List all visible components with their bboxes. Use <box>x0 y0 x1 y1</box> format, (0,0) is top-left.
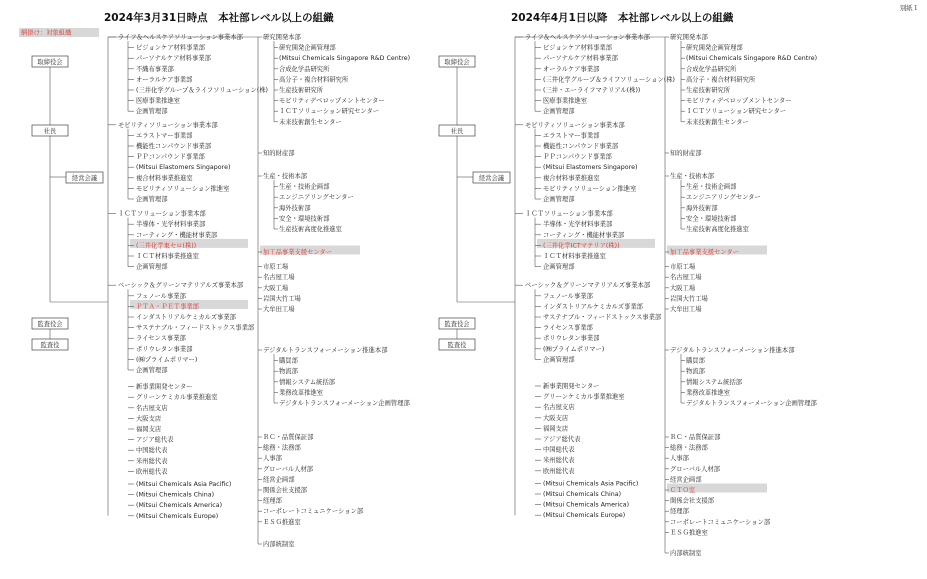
division-label: デジタルトランスフォーメーション推進本部 <box>263 347 388 354</box>
department-label: 企画管理部 <box>136 367 168 374</box>
department-label: 企画管理部 <box>543 108 575 116</box>
division-label: 名古屋工場 <box>670 274 702 282</box>
department-label: 物流部 <box>686 368 705 376</box>
department-label: ライセンス事業部 <box>543 324 593 332</box>
department-label: アジア総代表 <box>543 436 581 443</box>
department-label: 欧州総代表 <box>136 468 168 476</box>
division-label: ＲＣ・品質保証部 <box>670 434 721 441</box>
department-label: 研究開発企画管理部 <box>279 44 336 52</box>
department-label: 生産技術研究所 <box>686 87 731 94</box>
department-label: アジア総代表 <box>136 436 174 444</box>
department-label: 半導体・光学材料事業部 <box>136 221 206 229</box>
department-label: コーティング・機能材事業部 <box>543 231 625 239</box>
department-label: 新事業開発センター <box>543 383 600 390</box>
department-label: ビジョンケア材料事業部 <box>136 44 206 52</box>
left-auditor-label: 監査役 <box>40 341 60 349</box>
department-label: ビジョンケア材料事業部 <box>543 44 613 52</box>
department-label: エラストマー事業部 <box>136 132 193 140</box>
legend-text: 網掛け：対象組織 <box>21 29 72 37</box>
department-label: 大阪支店 <box>543 414 569 422</box>
department-label: 企画管理部 <box>543 356 575 364</box>
department-label: インダストリアルケミカルズ事業部 <box>543 303 643 311</box>
department-label: 名古屋支店 <box>136 404 168 412</box>
department-label: 生産・技術企画部 <box>686 183 737 191</box>
department-label: 企画管理部 <box>136 196 168 203</box>
division-label: 生産・技術本部 <box>670 173 715 180</box>
department-label: エンジニアリングセンター <box>279 194 354 202</box>
department-label: 名古屋支店 <box>543 404 575 412</box>
department-label: 業務改革推進室 <box>686 389 731 397</box>
department-label: サステナブル・フィードストックス事業部 <box>543 314 662 321</box>
division-label: モビリティソリューション事業本部 <box>525 121 625 129</box>
left-management-meeting-label: 経営会議 <box>71 174 98 182</box>
division-label: 研究開発本部 <box>670 34 708 41</box>
department-label: 業務改革推進室 <box>279 389 324 397</box>
department-label: フェノール事業部 <box>136 292 186 300</box>
division-label: 総務・法務部 <box>670 444 708 452</box>
division-label: ＩＣＴソリューション事業本部 <box>118 210 206 218</box>
department-label: 複合材料事業推進室 <box>543 174 600 182</box>
department-label: 未来技術創生センター <box>686 118 749 126</box>
department-label: 医療事業推進室 <box>543 97 588 105</box>
department-label: パーソナルケア材料事業部 <box>543 55 618 63</box>
department-label: ＰＰコンパウンド事業部 <box>543 153 612 161</box>
division-label: 関係会社支援部 <box>670 497 715 505</box>
department-label: ＩＣＴ材料事業推進室 <box>543 253 606 260</box>
department-label: 海外技術部 <box>686 204 718 212</box>
department-label: 生産技術高度化推進室 <box>686 226 749 233</box>
division-label: ＥＳＧ推進室 <box>670 529 708 537</box>
department-label: モビリティソリューション推進室 <box>543 185 637 193</box>
department-label: オーラルケア事業部 <box>136 76 193 84</box>
department-label: (Mitsui Chemicals America) <box>543 501 630 509</box>
division-label: 大阪工場 <box>670 284 696 292</box>
department-label: (Mitsui Chemicals China) <box>136 491 215 499</box>
department-label: エンジニアリングセンター <box>686 194 761 202</box>
department-label: デジタルトランスフォーメーション企画管理部 <box>279 400 410 407</box>
department-label: モビリティデベロップメントセンター <box>279 97 385 105</box>
division-label: 生産・技術本部 <box>263 173 308 180</box>
department-label: ＩＣＴソリューション研究センター <box>279 108 380 116</box>
department-label: 生産・技術企画部 <box>279 183 330 191</box>
department-label: (Mitsui Elastomers Singapore) <box>543 164 638 172</box>
division-label: 内部統制室 <box>263 541 295 548</box>
department-label: (Mitsui Chemicals Asia Pacific) <box>136 481 232 488</box>
department-label: (Mitsui Chemicals America) <box>136 502 223 510</box>
division-label: 内部統制室 <box>670 550 702 557</box>
department-label: 生産技術高度化推進室 <box>279 226 342 233</box>
department-label: 高分子・複合材料研究所 <box>279 76 349 84</box>
division-label: 加工品事業支援センター <box>670 249 740 256</box>
division-label: デジタルトランスフォーメーション推進本部 <box>670 347 795 354</box>
division-label: 名古屋工場 <box>263 274 295 282</box>
department-label: 安全・環境技術部 <box>279 215 330 223</box>
department-label: (㈱プライムポリマー) <box>136 356 198 364</box>
department-label: ＰＰコンパウンド事業部 <box>136 153 205 161</box>
division-label: 経理部 <box>263 497 282 505</box>
department-label: (三井化学グループ＆ライフソリューション(株) <box>543 76 675 84</box>
division-label: 大阪工場 <box>263 284 289 292</box>
division-label: 経営企画部 <box>263 476 295 484</box>
department-label: 不織布事業部 <box>136 65 174 73</box>
division-label: 総務・法務部 <box>263 444 301 452</box>
department-label: 購買部 <box>279 357 298 365</box>
division-label: 経理部 <box>670 508 689 516</box>
department-label: エラストマー事業部 <box>543 132 600 140</box>
department-label: 安全・環境技術部 <box>686 215 737 223</box>
department-label: ＰＴＡ・ＰＥＴ事業部 <box>136 303 199 311</box>
department-label: 購買部 <box>686 357 705 365</box>
department-label: (Mitsui Chemicals Singapore R&D Centre) <box>686 55 818 63</box>
division-label: 人事部 <box>263 455 282 463</box>
department-label: ライセンス事業部 <box>136 335 186 343</box>
division-label: ＣＴＯ室 <box>670 487 696 494</box>
department-label: 米州総代表 <box>136 457 168 465</box>
department-label: 合成化学品研究所 <box>279 65 330 73</box>
department-label: (Mitsui Chemicals Europe) <box>543 512 626 520</box>
department-label: モビリティソリューション推進室 <box>136 185 230 193</box>
division-label: ＩＣＴソリューション事業本部 <box>525 210 613 218</box>
department-label: 企画管理部 <box>136 263 168 271</box>
department-label: オーラルケア事業部 <box>543 65 600 73</box>
department-label: 高分子・複合材料研究所 <box>686 76 756 84</box>
department-label: モビリティデベロップメントセンター <box>686 97 792 105</box>
division-label: コーポレートコミュニケーション部 <box>263 508 364 516</box>
department-label: フェノール事業部 <box>543 292 593 300</box>
department-label: 情報システム統括部 <box>686 378 743 386</box>
department-label: (Mitsui Chemicals Asia Pacific) <box>543 480 639 488</box>
department-label: 中国総代表 <box>543 446 575 454</box>
department-label: デジタルトランスフォーメーション企画管理部 <box>686 400 817 407</box>
department-label: 情報システム統括部 <box>279 378 336 386</box>
left-audit-board-label: 監査役会 <box>37 320 63 328</box>
department-label: 研究開発企画管理部 <box>686 44 743 52</box>
department-label: インダストリアルケミカルズ事業部 <box>136 314 236 321</box>
department-label: 大阪支店 <box>136 415 162 423</box>
left-title: 2024年3月31日時点 本社部レベル以上の組織 <box>104 12 334 24</box>
department-label: (三井化学ICTマテリア(株)) <box>543 242 620 250</box>
department-label: 複合材料事業推進室 <box>136 174 193 182</box>
division-label: 市原工場 <box>263 263 289 271</box>
division-label: コーポレートコミュニケーション部 <box>670 518 771 526</box>
division-label: 経営企画部 <box>670 476 702 484</box>
department-label: 物流部 <box>279 368 298 376</box>
department-label: 企画管理部 <box>136 108 168 116</box>
department-label: ポリウレタン事業部 <box>543 335 600 343</box>
department-label: 未来技術創生センター <box>279 118 342 126</box>
division-label: 研究開発本部 <box>263 34 301 41</box>
left-board-label: 取締役会 <box>37 58 63 66</box>
division-label: モビリティソリューション事業本部 <box>118 121 218 129</box>
division-label: ライフ＆ヘルスケアソリューション事業本部 <box>118 34 243 41</box>
department-label: (三井化学東セロ(株)) <box>136 242 197 250</box>
division-label: ベーシック＆グリーンマテリアルズ事業本部 <box>525 282 651 290</box>
department-label: (Mitsui Chemicals Singapore R&D Centre) <box>279 55 411 63</box>
department-label: 企画管理部 <box>543 263 575 271</box>
division-label: グローバル人材部 <box>670 465 721 473</box>
department-label: (Mitsui Chemicals Europe) <box>136 512 219 520</box>
department-label: コーティング・機能材事業部 <box>136 231 218 239</box>
department-label: 海外技術部 <box>279 204 311 212</box>
department-label: 医療事業推進室 <box>136 97 181 105</box>
right-audit-board-label: 監査役会 <box>444 320 470 328</box>
department-label: 福岡支店 <box>543 425 569 433</box>
division-label: 加工品事業支援センター <box>263 249 333 256</box>
department-label: (Mitsui Elastomers Singapore) <box>136 164 231 172</box>
department-label: サステナブル・フィードストックス事業部 <box>136 324 255 332</box>
right-auditor-label: 監査役 <box>447 341 467 349</box>
department-label: (㈱プライムポリマー) <box>543 345 605 353</box>
department-label: 中国総代表 <box>136 447 168 455</box>
department-label: 新事業開発センター <box>136 383 193 391</box>
department-label: 生産技術研究所 <box>279 87 324 94</box>
department-label: 半導体・光学材料事業部 <box>543 221 613 229</box>
department-label: 米州総代表 <box>543 457 575 465</box>
department-label: (Mitsui Chemicals China) <box>543 491 622 498</box>
department-label: ポリウレタン事業部 <box>136 345 193 353</box>
division-label: ライフ＆ヘルスケアソリューション事業本部 <box>525 34 650 41</box>
division-label: 岩国大竹工場 <box>263 295 301 303</box>
right-title: 2024年4月1日以降 本社部レベル以上の組織 <box>511 12 734 24</box>
department-label: (三井化学グループ＆ライフソリューション(株) <box>136 87 268 94</box>
division-label: 知的財産部 <box>263 150 295 157</box>
division-label: 関係会社支援部 <box>263 487 308 494</box>
department-label: 福岡支店 <box>136 426 162 433</box>
division-label: グローバル人材部 <box>263 465 314 473</box>
department-label: パーソナルケア材料事業部 <box>136 55 211 63</box>
department-label: 合成化学品研究所 <box>686 65 737 73</box>
department-label: ＩＣＴ材料事業推進室 <box>136 253 199 260</box>
department-label: (三井・エーライフマテリアル(株)) <box>543 87 641 94</box>
right-management-meeting-label: 経営会議 <box>478 174 505 182</box>
left-president-label: 社長 <box>43 127 57 135</box>
department-label: 欧州総代表 <box>543 467 575 475</box>
division-label: ベーシック＆グリーンマテリアルズ事業本部 <box>118 282 244 290</box>
division-label: 人事部 <box>670 455 689 463</box>
department-label: 機能性コンパウンド事業部 <box>136 143 212 150</box>
right-board-label: 取締役会 <box>444 58 470 66</box>
right-president-label: 社長 <box>450 127 464 135</box>
division-label: 大牟田工場 <box>670 306 702 313</box>
department-label: 機能性コンパウンド事業部 <box>543 143 619 150</box>
division-label: 大牟田工場 <box>263 306 295 313</box>
division-label: ＲＣ・品質保証部 <box>263 434 314 441</box>
division-label: ＥＳＧ推進室 <box>263 518 301 526</box>
page-label: 別紙１ <box>900 5 919 12</box>
department-label: グリーンケミカル事業推進室 <box>543 393 625 401</box>
division-label: 市原工場 <box>670 263 696 271</box>
division-label: 岩国大竹工場 <box>670 295 708 303</box>
department-label: ＩＣＴソリューション研究センター <box>686 108 787 116</box>
department-label: グリーンケミカル事業推進室 <box>136 394 218 402</box>
department-label: 企画管理部 <box>543 196 575 203</box>
division-label: 知的財産部 <box>670 150 702 157</box>
